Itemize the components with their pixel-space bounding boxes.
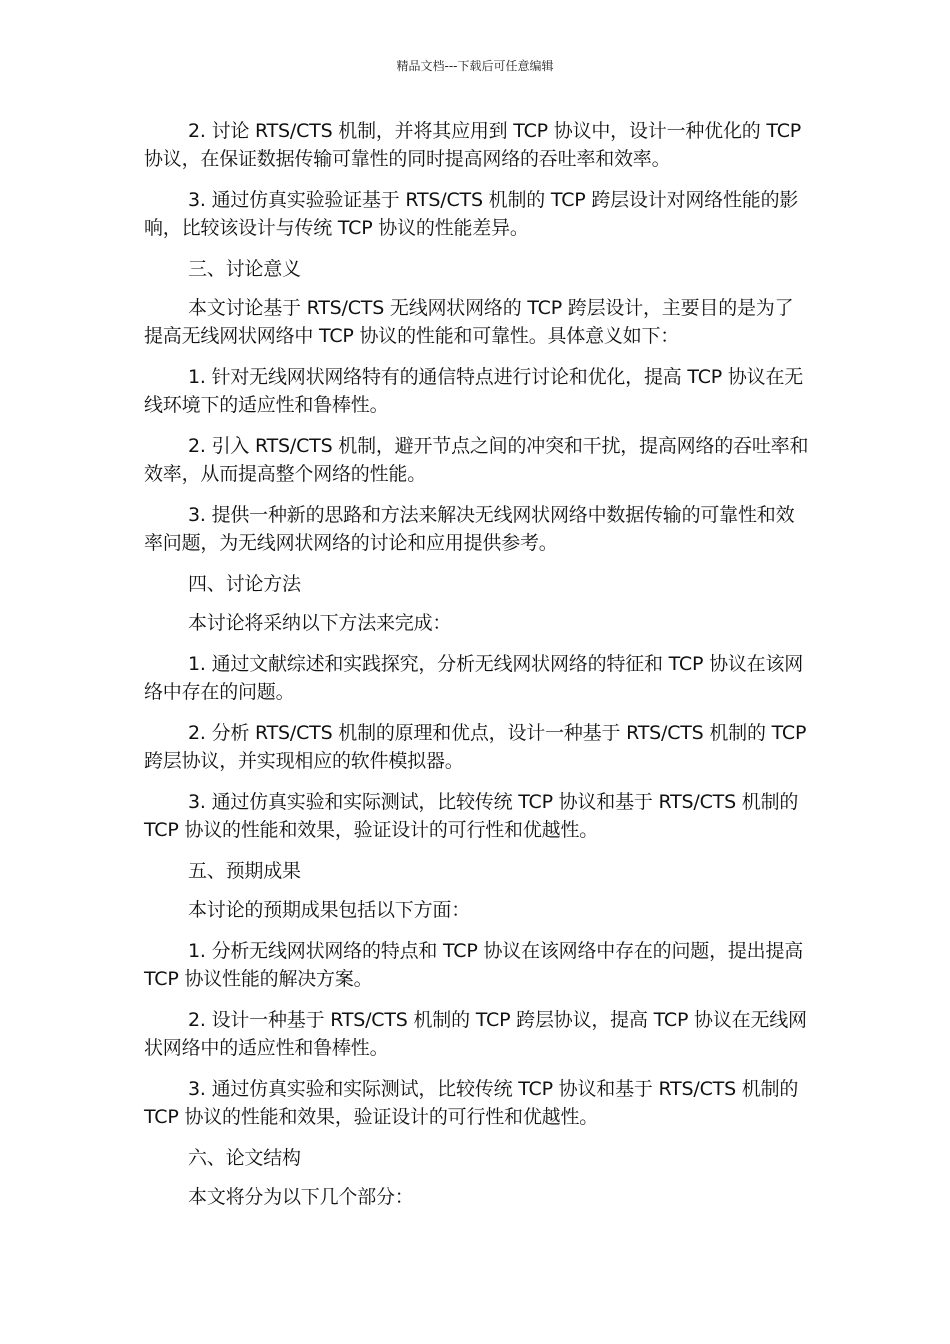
paragraph-methods-3: 3. 通过仿真实验和实际测试，比较传统 TCP 协议和基于 RTS/CTS 机制的 TCP 协议的性能和效果，验证设计的可行性和优越性。 — [144, 791, 799, 841]
paragraph-methods-1: 1. 通过文献综述和实践探究，分析无线网状网络的特征和 TCP 协议在该网络中存在的问题。 — [144, 653, 804, 703]
paragraph-objective-2: 2. 讨论 RTS/CTS 机制，并将其应用到 TCP 协议中，设计一种优化的 TCP 协议，在保证数据传输可靠性的同时提高网络的吞吐率和效率。 — [144, 120, 802, 170]
paragraph-outcomes-3: 3. 通过仿真实验和实际测试，比较传统 TCP 协议和基于 RTS/CTS 机制的 TCP 协议的性能和效果，验证设计的可行性和优越性。 — [144, 1078, 799, 1128]
paragraph-methods-intro: 本讨论将采纳以下方法来完成： — [188, 612, 452, 634]
page-header: 精品文档---下载后可任意编辑 — [396, 59, 554, 73]
paragraph-methods-2: 2. 分析 RTS/CTS 机制的原理和优点，设计一种基于 RTS/CTS 机制的 TCP 跨层协议，并实现相应的软件模拟器。 — [144, 722, 807, 772]
paragraph-significance-3: 3. 提供一种新的思路和方法来解决无线网状网络中数据传输的可靠性和效率问题，为无线网状网络的讨论和应用提供参考。 — [144, 504, 795, 554]
document-body — [144, 117, 809, 1224]
section-heading-methods: 四、讨论方法 — [188, 573, 301, 595]
paragraph-objective-3: 3. 通过仿真实验验证基于 RTS/CTS 机制的 TCP 跨层设计对网络性能的影响，比较该设计与传统 TCP 协议的性能差异。 — [144, 189, 799, 239]
paragraph-significance-2: 2. 引入 RTS/CTS 机制，避开节点之间的冲突和干扰，提高网络的吞吐率和效率，从而提高整个网络的性能。 — [144, 435, 809, 485]
paragraph-structure-intro: 本文将分为以下几个部分： — [188, 1186, 414, 1208]
paragraph-outcomes-1: 1. 分析无线网状网络的特点和 TCP 协议在该网络中存在的问题，提出提高 TCP 协议性能的解决方案。 — [144, 940, 804, 990]
paragraph-outcomes-2: 2. 设计一种基于 RTS/CTS 机制的 TCP 跨层协议，提高 TCP 协议在无线网状网络中的适应性和鲁棒性。 — [144, 1009, 807, 1059]
section-heading-outcomes: 五、预期成果 — [188, 860, 301, 882]
paragraph-significance-intro: 本文讨论基于 RTS/CTS 无线网状网络的 TCP 跨层设计，主要目的是为了提高无线网状网络中 TCP 协议的性能和可靠性。具体意义如下： — [144, 297, 794, 347]
paragraph-significance-1: 1. 针对无线网状网络特有的通信特点进行讨论和优化，提高 TCP 协议在无线环境下的适应性和鲁棒性。 — [144, 366, 804, 416]
section-heading-significance: 三、讨论意义 — [188, 258, 301, 280]
paragraph-outcomes-intro: 本讨论的预期成果包括以下方面： — [188, 899, 471, 921]
section-heading-structure: 六、论文结构 — [188, 1147, 301, 1169]
